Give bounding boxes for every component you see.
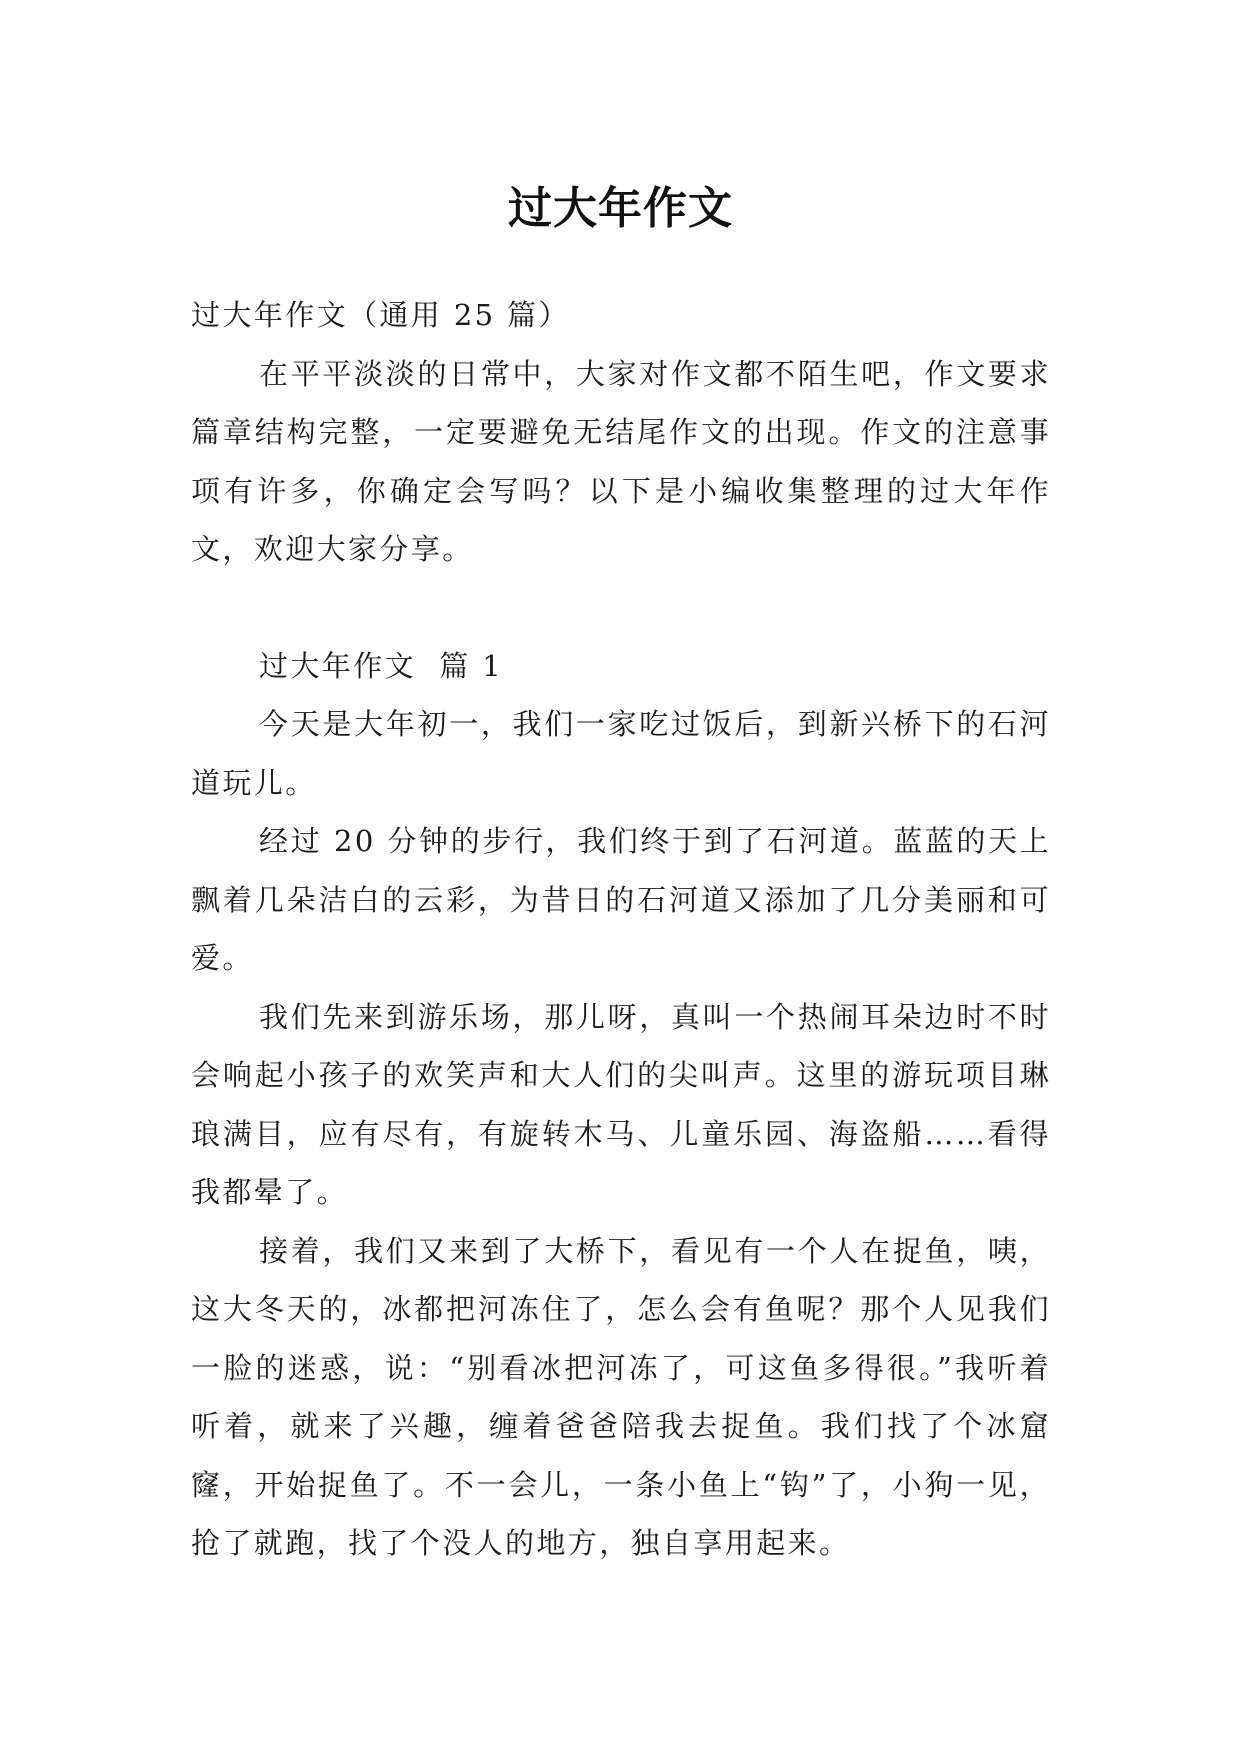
body-paragraph: 我们先来到游乐场，那儿呀，真叫一个热闹耳朵边时不时会响起小孩子的欢笑声和大人们的尖叫声。这里的游玩项目琳琅满目，应有尽有，有旋转木马、儿童乐园、海盗船……看得我都晕了。: [191, 999, 1051, 1209]
section-heading: 过大年作文 篇 1: [259, 648, 504, 683]
body-paragraph: 经过 20 分钟的步行，我们终于到了石河道。蓝蓝的天上飘着几朵洁白的云彩，为昔日的石河道又添加了几分美丽和可爱。: [191, 824, 1051, 975]
body-paragraph: 今天是大年初一，我们一家吃过饭后，到新兴桥下的石河道玩儿。: [191, 707, 1051, 800]
document-title: 过大年作文: [508, 183, 733, 235]
body-paragraph: 接着，我们又来到了大桥下，看见有一个人在捉鱼，咦，这大冬天的，冰都把河冻住了，怎么会有鱼呢？那个人见我们一脸的迷惑，说：“别看冰把河冻了，可这鱼多得很。”我听着听着，就来了兴趣，缠着爸爸陪我去捉鱼。我们找了个冰窟窿，开始捉鱼了。不一会儿，一条小鱼上“钩”了，小狗一见，抢了就跑，找了个没人的地方，独自享用起来。: [191, 1233, 1051, 1560]
document-body: [191, 286, 1051, 1573]
section-spacer: [191, 579, 1051, 637]
intro-paragraph: 在平平淡淡的日常中，大家对作文都不陌生吧，作文要求篇章结构完整，一定要避免无结尾作文的出现。作文的注意事项有许多，你确定会写吗？以下是小编收集整理的过大年作文，欢迎大家分享。: [191, 356, 1051, 566]
document-subtitle: 过大年作文（通用 25 篇）: [191, 298, 570, 332]
